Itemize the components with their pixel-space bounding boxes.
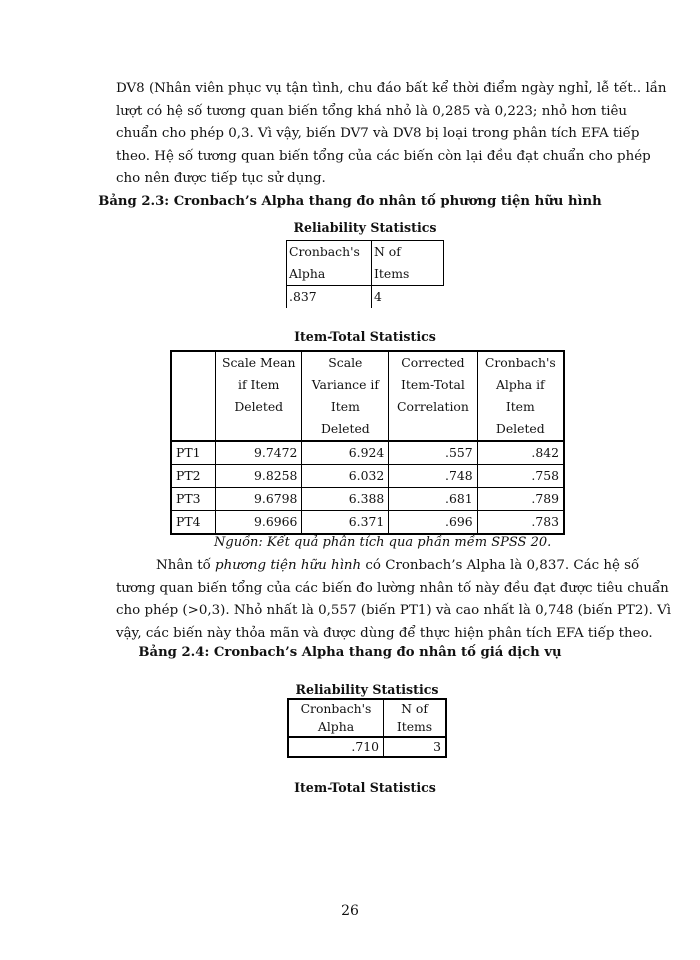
header-text: Item	[330, 399, 360, 414]
reliability-table	[286, 240, 444, 308]
value-cell: 6.032	[302, 465, 389, 488]
value-cell: .789	[477, 488, 564, 511]
row-label: PT2	[171, 465, 216, 488]
header-text	[220, 418, 297, 440]
table-row	[171, 465, 564, 488]
header-cell	[216, 351, 302, 441]
text-line: DV8 (Nhân viên phục vụ tận tình, chu đáo bất kể thời điểm ngày nghỉ, lễ tết.. lần	[116, 81, 667, 96]
header-text: Scale	[328, 355, 363, 370]
text-line: tương quan biến tổng của các biến đo lường nhân tố này đều đạt được tiêu chuẩn	[116, 580, 669, 596]
value-cell: 6.388	[302, 488, 389, 511]
header-text: Alpha if	[495, 377, 545, 392]
value-cell: .842	[477, 441, 564, 465]
header-text: Item-Total	[401, 377, 465, 392]
header-text: Variance if	[311, 377, 379, 392]
header-text: Corrected	[401, 355, 465, 370]
value-cell: 9.8258	[216, 465, 302, 488]
header-text	[393, 418, 472, 440]
value-cell: .783	[531, 514, 559, 529]
value-cell: .710	[288, 737, 384, 757]
header-text: Cronbach's	[300, 701, 372, 716]
header-cell	[287, 241, 372, 286]
text-span: có Cronbach’s Alpha là 0,837. Các hệ số	[361, 558, 640, 573]
header-text: Deleted	[320, 421, 370, 436]
header-cell	[477, 351, 564, 441]
header-cell	[389, 351, 477, 441]
paragraph-1	[116, 78, 667, 191]
text-line	[116, 555, 640, 578]
header-text: Deleted	[495, 421, 545, 436]
value-cell: .837	[287, 286, 372, 309]
reliability-title: Reliability Statistics	[293, 220, 437, 235]
reliability-table	[287, 698, 447, 758]
text-span: Nhân tố	[156, 558, 216, 573]
italic-term: phương tiện hữu hình	[215, 558, 362, 573]
paragraph-2	[116, 555, 672, 645]
value-cell: 6.371	[302, 511, 389, 535]
page-number: 26	[341, 903, 359, 919]
item-total-title: Item-Total Statistics	[294, 329, 436, 344]
value-cell: 9.6966	[216, 511, 302, 535]
value-cell: .758	[477, 465, 564, 488]
header-cell	[384, 699, 447, 737]
header-text: Scale Mean	[222, 355, 296, 370]
text-line: theo. Hệ số tương quan biến tổng của các biến còn lại đều đạt chuẩn cho phép	[116, 148, 651, 164]
item-total-table	[170, 350, 565, 535]
text-line: lượt có hệ số tương quan biến tổng khá nhỏ là 0,285 và 0,223; nhỏ hơn tiêu	[116, 103, 628, 119]
header-text: if Item	[237, 377, 280, 392]
value-cell: 6.924	[302, 441, 389, 465]
value-cell: .681	[389, 488, 477, 511]
header-text: N of	[401, 701, 428, 716]
corner-cell	[171, 351, 216, 441]
row-label: PT1	[171, 441, 216, 465]
header-text: Deleted	[234, 399, 284, 414]
table-row	[171, 441, 564, 465]
header-text: Alpha	[289, 266, 326, 281]
row-label: PT4	[171, 511, 216, 535]
value-cell: 4	[372, 286, 444, 309]
header-cell: N of Items	[372, 241, 444, 286]
row-label: PT3	[171, 488, 216, 511]
header-text: Items	[396, 719, 433, 734]
value-cell: .557	[389, 441, 477, 465]
header-text: Cronbach's	[289, 244, 360, 259]
source-note: Nguồn: Kết quả phân tích qua phần mềm SPSS 20.	[214, 535, 552, 550]
header-text: Alpha	[317, 719, 355, 734]
table-2-3-caption: Bảng 2.3: Cronbach’s Alpha thang đo nhân tố phương tiện hữu hình	[98, 194, 602, 209]
header-text: Item	[505, 399, 535, 414]
value-cell: .696	[389, 511, 477, 535]
text-line: cho nên được tiếp tục sử dụng.	[116, 171, 326, 186]
header-text: Cronbach's	[484, 355, 556, 370]
header-cell	[288, 699, 384, 737]
header-cell	[302, 351, 389, 441]
table-2-4-caption: Bảng 2.4: Cronbach’s Alpha thang đo nhân tố giá dịch vụ	[138, 645, 562, 660]
text-line: chuẩn cho phép 0,3. Vì vậy, biến DV7 và DV8 bị loại trong phân tích EFA tiếp	[116, 126, 640, 141]
value-cell: 9.7472	[216, 441, 302, 465]
value-cell: .748	[389, 465, 477, 488]
text-line: cho phép (>0,3). Nhỏ nhất là 0,557 (biến PT1) và cao nhất là 0,748 (biến PT2). Vì	[116, 603, 672, 618]
value-cell: 9.6798	[216, 488, 302, 511]
table-row	[171, 511, 564, 535]
text-line: vậy, các biến này thỏa mãn và được dùng để thực hiện phân tích EFA tiếp theo.	[116, 625, 653, 641]
header-text: Correlation	[397, 399, 469, 414]
value-cell: 3	[433, 739, 441, 754]
reliability-title: Reliability Statistics	[295, 682, 439, 697]
item-total-title: Item-Total Statistics	[294, 780, 436, 795]
table-row	[171, 488, 564, 511]
